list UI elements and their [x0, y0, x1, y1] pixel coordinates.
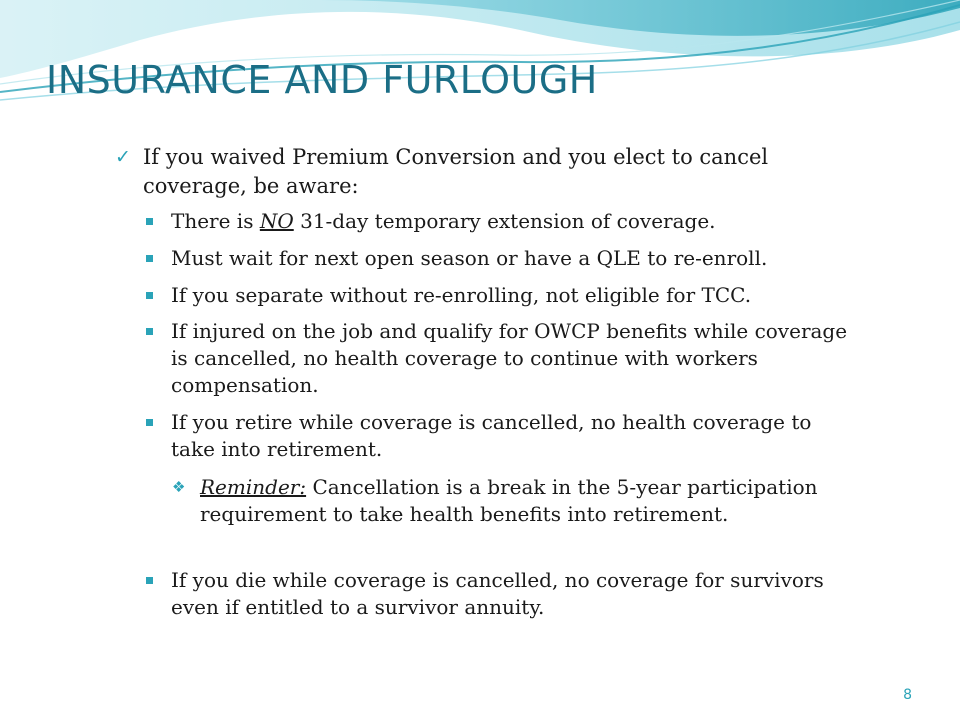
checkmark-icon: ✓ [115, 146, 131, 168]
bullet-retire [171, 409, 861, 463]
bullet-premium-conversion [115, 143, 843, 201]
bullet-no-extension [171, 208, 861, 235]
bullet-text-post: 31-day temporary extension of coverage. [293, 209, 716, 233]
square-bullet-icon [146, 255, 153, 262]
square-bullet-icon [146, 577, 153, 584]
bullet-emphasis: NO [259, 209, 294, 233]
bullet-text-pre: There is [171, 209, 260, 233]
reminder-label: Reminder: [200, 475, 307, 499]
bullet-tcc [171, 282, 861, 309]
bullet-text: If you retire while coverage is cancelled, no health coverage to take into retirement. [171, 410, 812, 461]
bullet-owcp [171, 318, 861, 399]
bullet-text: If you die while coverage is cancelled, no coverage for survivors even if entitled to a survivor annuity. [171, 568, 824, 619]
bullet-text: If you waived Premium Conversion and you elect to cancel coverage, be aware: [143, 145, 769, 198]
bullet-text: If injured on the job and qualify for OWCP benefits while coverage is cancelled, no health coverage to continue with workers compensation. [171, 319, 848, 397]
square-bullet-icon [146, 292, 153, 299]
page-number: 8 [903, 687, 912, 703]
square-bullet-icon [146, 218, 153, 225]
bullet-open-season [171, 245, 861, 272]
square-bullet-icon [146, 328, 153, 335]
diamond-bullet-icon: ❖ [172, 478, 186, 496]
slide-title: INSURANCE AND FURLOUGH [46, 58, 598, 102]
square-bullet-icon [146, 419, 153, 426]
bullet-text: Must wait for next open season or have a QLE to re-enroll. [171, 246, 768, 270]
reminder-text: Cancellation is a break in the 5-year participation requirement to take health benefits into retirement. [200, 475, 818, 526]
reminder-bullet [172, 474, 840, 528]
bullet-text: If you separate without re-enrolling, not eligible for TCC. [171, 283, 752, 307]
bullet-survivors [171, 567, 861, 621]
